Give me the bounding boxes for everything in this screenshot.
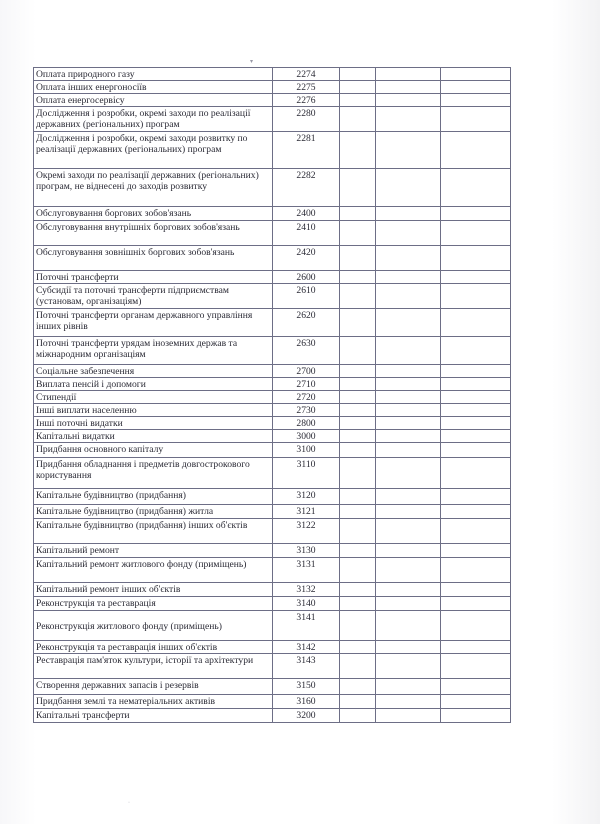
empty-cell xyxy=(376,132,441,169)
row-code: 2630 xyxy=(273,337,340,365)
row-name: Стипендії xyxy=(34,391,273,404)
row-code: 2280 xyxy=(273,107,340,132)
row-code: 3142 xyxy=(273,641,340,654)
empty-cell xyxy=(340,246,376,271)
row-name: Капітальний ремонт житлового фонду (приміщень) xyxy=(34,558,273,583)
empty-cell xyxy=(340,68,376,81)
empty-cell xyxy=(441,679,511,695)
empty-cell xyxy=(340,271,376,284)
row-name: Дослідження і розробки, окремі заходи розвитку по реалізації державних (регіональних) програм xyxy=(34,132,273,169)
empty-cell xyxy=(340,107,376,132)
row-code: 3130 xyxy=(273,544,340,558)
empty-cell xyxy=(441,271,511,284)
empty-cell xyxy=(441,558,511,583)
row-name: Поточні трансферти xyxy=(34,271,273,284)
table-row xyxy=(34,695,511,709)
empty-cell xyxy=(340,544,376,558)
row-name: Оплата інших енергоносіїв xyxy=(34,81,273,94)
empty-cell xyxy=(441,597,511,611)
empty-cell xyxy=(340,337,376,365)
row-code: 2800 xyxy=(273,417,340,430)
empty-cell xyxy=(376,489,441,505)
empty-cell xyxy=(376,611,441,641)
empty-cell xyxy=(441,654,511,679)
empty-cell xyxy=(441,107,511,132)
table-row xyxy=(34,597,511,611)
row-code: 2282 xyxy=(273,169,340,207)
table-row xyxy=(34,404,511,417)
scan-speck: ▾ xyxy=(250,59,254,65)
table-row xyxy=(34,284,511,309)
empty-cell xyxy=(441,207,511,221)
row-name: Придбання землі та нематеріальних активів xyxy=(34,695,273,709)
row-code: 2410 xyxy=(273,221,340,246)
empty-cell xyxy=(376,679,441,695)
row-name: Реконструкція та реставрація xyxy=(34,597,273,611)
scan-speck: · xyxy=(128,800,130,806)
empty-cell xyxy=(376,505,441,519)
empty-cell xyxy=(340,611,376,641)
row-name: Інші поточні видатки xyxy=(34,417,273,430)
empty-cell xyxy=(441,246,511,271)
empty-cell xyxy=(376,641,441,654)
table-row xyxy=(34,207,511,221)
empty-cell xyxy=(376,583,441,597)
empty-cell xyxy=(441,68,511,81)
empty-cell xyxy=(340,309,376,337)
empty-cell xyxy=(441,169,511,207)
row-code: 2610 xyxy=(273,284,340,309)
row-name: Капітальне будівництво (придбання) інших об'єктів xyxy=(34,519,273,544)
row-code: 3120 xyxy=(273,489,340,505)
row-name: Реставрація пам'яток культури, історії та архітектури xyxy=(34,654,273,679)
table-row xyxy=(34,443,511,458)
table-row xyxy=(34,378,511,391)
empty-cell xyxy=(340,641,376,654)
row-code: 2274 xyxy=(273,68,340,81)
empty-cell xyxy=(340,430,376,443)
empty-cell xyxy=(441,519,511,544)
table-row xyxy=(34,94,511,107)
empty-cell xyxy=(376,709,441,723)
empty-cell xyxy=(376,430,441,443)
row-code: 2710 xyxy=(273,378,340,391)
empty-cell xyxy=(376,519,441,544)
empty-cell xyxy=(340,404,376,417)
table-row xyxy=(34,709,511,723)
row-code: 2281 xyxy=(273,132,340,169)
row-code: 2276 xyxy=(273,94,340,107)
empty-cell xyxy=(376,81,441,94)
empty-cell xyxy=(340,378,376,391)
empty-cell xyxy=(340,458,376,489)
empty-cell xyxy=(441,337,511,365)
row-name: Оплата енергосервісу xyxy=(34,94,273,107)
empty-cell xyxy=(441,709,511,723)
table-row xyxy=(34,641,511,654)
row-code: 3200 xyxy=(273,709,340,723)
empty-cell xyxy=(340,519,376,544)
empty-cell xyxy=(340,709,376,723)
row-code: 3121 xyxy=(273,505,340,519)
row-code: 3141 xyxy=(273,611,340,641)
empty-cell xyxy=(376,207,441,221)
empty-cell xyxy=(340,391,376,404)
table-row xyxy=(34,309,511,337)
row-name: Оплата природного газу xyxy=(34,68,273,81)
empty-cell xyxy=(376,695,441,709)
empty-cell xyxy=(441,443,511,458)
empty-cell xyxy=(376,378,441,391)
empty-cell xyxy=(441,284,511,309)
empty-cell xyxy=(340,695,376,709)
row-name: Капітальні видатки xyxy=(34,430,273,443)
table-row xyxy=(34,654,511,679)
empty-cell xyxy=(441,458,511,489)
empty-cell xyxy=(340,489,376,505)
empty-cell xyxy=(441,489,511,505)
empty-cell xyxy=(441,417,511,430)
table-row xyxy=(34,132,511,169)
table-row xyxy=(34,271,511,284)
row-name: Капітальний ремонт xyxy=(34,544,273,558)
row-name: Обслуговування боргових зобов'язань xyxy=(34,207,273,221)
empty-cell xyxy=(376,443,441,458)
table-row xyxy=(34,81,511,94)
empty-cell xyxy=(441,378,511,391)
empty-cell xyxy=(376,337,441,365)
empty-cell xyxy=(441,81,511,94)
empty-cell xyxy=(441,365,511,378)
empty-cell xyxy=(376,558,441,583)
table-row xyxy=(34,489,511,505)
table-row xyxy=(34,458,511,489)
row-name: Обслуговування внутрішніх боргових зобов'язань xyxy=(34,221,273,246)
empty-cell xyxy=(340,505,376,519)
empty-cell xyxy=(376,271,441,284)
row-code: 2275 xyxy=(273,81,340,94)
empty-cell xyxy=(441,695,511,709)
table-row xyxy=(34,365,511,378)
table-row xyxy=(34,558,511,583)
row-code: 2720 xyxy=(273,391,340,404)
empty-cell xyxy=(441,94,511,107)
empty-cell xyxy=(340,558,376,583)
row-name: Виплата пенсій і допомоги xyxy=(34,378,273,391)
row-name: Капітальне будівництво (придбання) житла xyxy=(34,505,273,519)
row-name: Інші виплати населенню xyxy=(34,404,273,417)
empty-cell xyxy=(340,132,376,169)
row-code: 3131 xyxy=(273,558,340,583)
empty-cell xyxy=(340,365,376,378)
row-name: Створення державних запасів і резервів xyxy=(34,679,273,695)
table-row xyxy=(34,337,511,365)
empty-cell xyxy=(376,391,441,404)
empty-cell xyxy=(441,505,511,519)
table-row xyxy=(34,430,511,443)
row-name: Обслуговування зовнішніх боргових зобов'язань xyxy=(34,246,273,271)
empty-cell xyxy=(340,654,376,679)
empty-cell xyxy=(441,391,511,404)
row-code: 3110 xyxy=(273,458,340,489)
empty-cell xyxy=(340,221,376,246)
empty-cell xyxy=(376,246,441,271)
empty-cell xyxy=(376,94,441,107)
empty-cell xyxy=(340,81,376,94)
row-code: 2730 xyxy=(273,404,340,417)
empty-cell xyxy=(340,207,376,221)
empty-cell xyxy=(376,169,441,207)
empty-cell xyxy=(441,132,511,169)
row-name: Капітальні трансферти xyxy=(34,709,273,723)
row-code: 3140 xyxy=(273,597,340,611)
row-name: Капітальний ремонт інших об'єктів xyxy=(34,583,273,597)
expenditure-table xyxy=(33,67,511,723)
row-code: 3000 xyxy=(273,430,340,443)
row-code: 3150 xyxy=(273,679,340,695)
row-name: Дослідження і розробки, окремі заходи по реалізації державних (регіональних) програм xyxy=(34,107,273,132)
empty-cell xyxy=(376,458,441,489)
row-code: 3122 xyxy=(273,519,340,544)
row-name: Окремі заходи по реалізації державних (регіональних) програм, не віднесені до заходів розвитку xyxy=(34,169,273,207)
empty-cell xyxy=(376,309,441,337)
empty-cell xyxy=(340,443,376,458)
row-name: Субсидії та поточні трансферти підприємствам (установам, організаціям) xyxy=(34,284,273,309)
row-code: 3100 xyxy=(273,443,340,458)
table-row xyxy=(34,583,511,597)
row-name: Поточні трансферти органам державного управління інших рівнів xyxy=(34,309,273,337)
table-row xyxy=(34,107,511,132)
empty-cell xyxy=(441,309,511,337)
row-code: 2400 xyxy=(273,207,340,221)
table-row xyxy=(34,417,511,430)
empty-cell xyxy=(441,641,511,654)
empty-cell xyxy=(376,544,441,558)
empty-cell xyxy=(441,430,511,443)
table-row xyxy=(34,544,511,558)
empty-cell xyxy=(376,654,441,679)
empty-cell xyxy=(340,583,376,597)
empty-cell xyxy=(441,583,511,597)
row-code: 3160 xyxy=(273,695,340,709)
empty-cell xyxy=(376,221,441,246)
row-code: 2700 xyxy=(273,365,340,378)
empty-cell xyxy=(340,169,376,207)
empty-cell xyxy=(376,107,441,132)
row-code: 3143 xyxy=(273,654,340,679)
row-name: Соціальне забезпечення xyxy=(34,365,273,378)
empty-cell xyxy=(441,404,511,417)
table-row xyxy=(34,391,511,404)
table-row xyxy=(34,68,511,81)
table-row xyxy=(34,169,511,207)
row-name: Придбання обладнання і предметів довгострокового користування xyxy=(34,458,273,489)
table-row xyxy=(34,679,511,695)
empty-cell xyxy=(376,365,441,378)
row-name: Реконструкція житлового фонду (приміщень) xyxy=(34,611,273,641)
empty-cell xyxy=(376,68,441,81)
row-code: 2620 xyxy=(273,309,340,337)
empty-cell xyxy=(340,284,376,309)
empty-cell xyxy=(441,611,511,641)
empty-cell xyxy=(340,679,376,695)
row-name: Капітальне будівництво (придбання) xyxy=(34,489,273,505)
row-code: 3132 xyxy=(273,583,340,597)
table-row xyxy=(34,519,511,544)
row-name: Придбання основного капіталу xyxy=(34,443,273,458)
row-code: 2600 xyxy=(273,271,340,284)
table-row xyxy=(34,611,511,641)
row-name: Поточні трансферти урядам іноземних держав та міжнародним організаціям xyxy=(34,337,273,365)
table-row xyxy=(34,221,511,246)
table-row xyxy=(34,246,511,271)
empty-cell xyxy=(376,284,441,309)
empty-cell xyxy=(376,417,441,430)
table-row xyxy=(34,505,511,519)
empty-cell xyxy=(376,404,441,417)
empty-cell xyxy=(376,597,441,611)
empty-cell xyxy=(340,597,376,611)
empty-cell xyxy=(340,417,376,430)
empty-cell xyxy=(340,94,376,107)
empty-cell xyxy=(441,544,511,558)
empty-cell xyxy=(441,221,511,246)
row-name: Реконструкція та реставрація інших об'єктів xyxy=(34,641,273,654)
row-code: 2420 xyxy=(273,246,340,271)
